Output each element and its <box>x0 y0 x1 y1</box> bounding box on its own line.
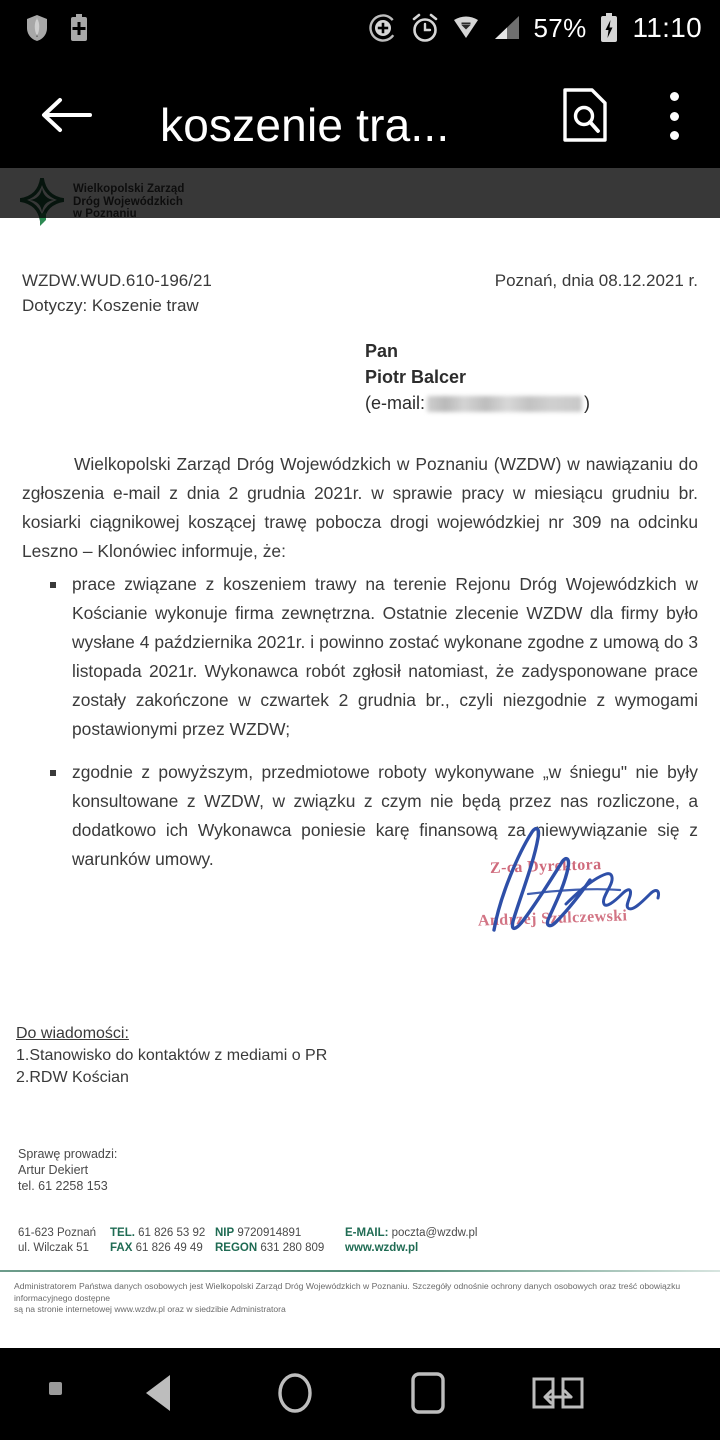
letter-page <box>0 168 720 1348</box>
place-date: Poznań, dnia 08.12.2021 r. <box>494 271 698 290</box>
status-bar-right-icons <box>368 13 720 43</box>
document-scan-icon <box>562 88 608 142</box>
battery-saver-icon <box>70 14 88 42</box>
handler-label: Sprawę prowadzi: <box>18 1147 118 1161</box>
nip-label: NIP <box>215 1227 235 1239</box>
footer-address-line-2: ul. Wilczak 51 <box>18 1242 89 1254</box>
fine-print-line-1: Administratorem Państwa danych osobowych jest Wielkopolski Zarząd Dróg Wojewódzkich w Poznaniu. Szczegóły odnośnie ochrony danych osobowych oraz treść obowiązku informacyjnego dostępne <box>14 1281 681 1303</box>
footer-regon-row <box>215 1241 345 1256</box>
nip-value: 9720914891 <box>237 1227 302 1239</box>
overflow-menu-icon <box>670 92 679 101</box>
regon-label: REGON <box>215 1242 258 1254</box>
footer-identifiers <box>215 1226 345 1256</box>
footer-fax-row <box>110 1241 215 1256</box>
footer-columns <box>0 1226 720 1256</box>
overflow-menu-icon <box>670 131 679 140</box>
cc-item: 1.Stanowisko do kontaktów z mediami o PR <box>16 1047 328 1064</box>
case-handler-block <box>18 1146 117 1194</box>
nav-back-button[interactable] <box>130 1370 190 1416</box>
footer-phones <box>110 1226 215 1256</box>
letter-footer <box>0 1226 720 1316</box>
signal-icon <box>493 15 521 41</box>
email-prefix: (e-mail: <box>365 393 426 413</box>
handler-name: Artur Dekiert <box>18 1163 89 1177</box>
back-button[interactable] <box>40 92 92 138</box>
switch-app-icon <box>531 1373 585 1413</box>
footer-email-row <box>345 1226 545 1241</box>
reference-block <box>22 268 212 318</box>
handler-phone: tel. 61 2258 153 <box>18 1179 108 1193</box>
stamp-title: Z-ca Dyrektora <box>489 856 602 877</box>
footer-website: www.wzdw.pl <box>345 1242 419 1254</box>
clock-label: 11:10 <box>632 12 702 43</box>
cc-item: 2.RDW Kościan <box>16 1069 129 1086</box>
home-nav-icon <box>274 1370 316 1416</box>
footer-address <box>18 1226 110 1256</box>
android-nav-bar <box>0 1348 720 1440</box>
nav-switch-app-button[interactable] <box>528 1370 588 1416</box>
intro-paragraph: Wielkopolski Zarząd Dróg Wojewódzkich w Poznaniu (WZDW) w nawiązaniu do zgłoszenia e-mail z dnia 2 grudnia 2021r. w sprawie pracy w miesiącu grudniu br. kosiarki ciągnikowej koszącej trawę pobocza drogi wojewódzkiej nr 309 na odcinku Leszno – Klonówiec informuje, że: <box>22 454 698 561</box>
overflow-menu-icon <box>670 112 679 121</box>
email-suffix: ) <box>584 393 591 413</box>
signature-block <box>470 818 690 938</box>
fax-value: 61 826 49 49 <box>135 1242 203 1254</box>
reference-row <box>22 268 698 318</box>
cc-block <box>16 1023 327 1089</box>
redacted-email <box>427 396 582 412</box>
recents-nav-icon <box>408 1370 448 1416</box>
fine-print-line-2: są na stronie internetowej www.wzdw.pl oraz w siedzibie Administratora <box>14 1304 286 1314</box>
footer-nip-row <box>215 1226 345 1241</box>
dot-indicator-icon <box>49 1382 62 1395</box>
footer-web <box>345 1226 545 1256</box>
handwritten-signature-icon <box>470 818 690 938</box>
regon-value: 631 280 809 <box>260 1242 325 1254</box>
list-item: zgodnie z powyższym, przedmiotowe roboty wykonywane „w śniegu" nie były konsultowane z WZDW, w związku z czym nie będą przez nas rozliczone, a dodatkowo ich Wykonawca poniesie karę finansową za niewywiązanie się z warunków umowy. <box>22 758 698 874</box>
reference-number: WZDW.WUD.610-196/21 <box>22 271 212 290</box>
tel-value: 61 826 53 92 <box>138 1227 206 1239</box>
addressee-block <box>365 338 590 416</box>
battery-charging-icon <box>600 13 618 43</box>
addressee-salutation: Pan <box>365 341 399 361</box>
page-title: koszenie tra... <box>160 99 450 151</box>
stamp-name: Andrzej Szulczewski <box>477 907 628 930</box>
add-circle-icon <box>368 13 398 43</box>
footer-fine-print <box>0 1272 720 1316</box>
cc-heading: Do wiadomości: <box>16 1025 129 1042</box>
subject-line: Dotyczy: Koszenie traw <box>22 296 199 315</box>
back-arrow-icon <box>40 92 92 138</box>
back-nav-icon <box>140 1372 180 1414</box>
wifi-icon <box>452 15 480 41</box>
nav-recents-button[interactable] <box>398 1370 458 1416</box>
status-bar-left-icons <box>0 14 88 42</box>
email-value: poczta@wzdw.pl <box>391 1227 478 1239</box>
document-scan-button[interactable] <box>562 88 608 142</box>
shield-icon <box>26 14 48 42</box>
alarm-icon <box>411 13 439 43</box>
tel-label: TEL. <box>110 1227 135 1239</box>
status-bar <box>0 0 720 56</box>
overflow-menu-button[interactable] <box>668 92 680 140</box>
battery-percent-label: 57% <box>533 13 587 43</box>
list-item: prace związane z koszeniem trawy na terenie Rejonu Dróg Wojewódzkich w Kościanie wykonuje firma zewnętrzna. Ostatnie zlecenie WZDW dla firmy było wysłane 4 października 2021r. i powinno zostać wykonane zgodne z umową do 3 listopada 2021r. Wykonawca robót zgłosił natomiast, że zadysponowane prace zostały zakończone w czwartek 2 grudnia br., czyli niezgodnie z wymogami postawionymi przez WZDW; <box>22 570 698 744</box>
fax-label: FAX <box>110 1242 133 1254</box>
addressee-email-line <box>365 390 590 416</box>
footer-address-line-1: 61-623 Poznań <box>18 1227 97 1239</box>
email-label: E-MAIL: <box>345 1227 389 1239</box>
footer-tel-row <box>110 1226 215 1241</box>
nav-home-button[interactable] <box>265 1370 325 1416</box>
addressee-name: Piotr Balcer <box>365 367 467 387</box>
document-viewer[interactable] <box>0 168 720 1348</box>
app-bar-scrim <box>0 162 720 218</box>
